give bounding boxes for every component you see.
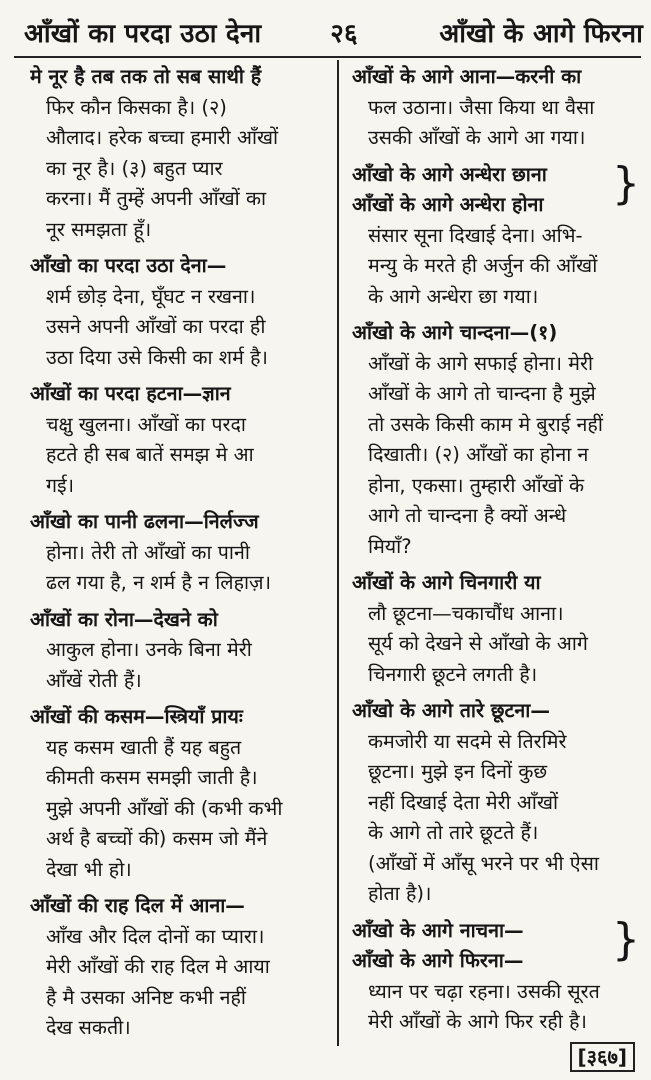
entry-line: आँख और दिल दोनों का प्यारा। [46,924,265,948]
entry [30,251,328,373]
entry-headword: आँखो के आगे चान्दना—(१) [352,321,558,344]
entry-headword: मे नूर है तब तक तो सब साथी हैं [30,65,262,88]
entry-line: औलाद। हरेक बच्चा हमारी आँखों [46,126,279,149]
entry-line: हटते ही सब बातें समझ मे आ [46,443,254,466]
entry-headword: आँखो का पानी ढलना—निर्लज्ज [30,510,259,533]
entry-line: आगे तो चान्दना है क्यों अन्धे [368,504,567,527]
entry [30,62,328,245]
entry [30,507,328,599]
entry-line: फिर कौन किसका है। (२) [46,95,227,119]
entry-line: होना, एकसा। तुम्हारी आँखों के [368,473,585,497]
entry-line: का नूर है। (३) बहुत प्यार [46,156,223,180]
entry [30,891,328,1044]
entry-line: मेरी आँखों की राह दिल मे आया [46,955,270,978]
brace-mark: } [612,913,640,965]
entry [352,62,640,154]
entry [30,379,328,501]
entry [352,157,640,313]
header-rule [14,56,641,58]
entry-headword: आँखो के आगे अन्धेरा छाना [352,162,547,186]
footer-page-number: [३६७] [570,1042,635,1072]
entry-line: शर्म छोड़ देना, घूँघट न रखना। [46,284,256,308]
entry-line: आँखें रोती हैं। [46,668,142,692]
entry-line: सूर्य को देखने से आँखो के आगे [368,632,588,655]
right-column [352,62,640,1040]
entry-line: नूर समझता हूँ। [46,217,152,241]
header-left-guideword: आँखों का परदा उठा देना [24,19,262,49]
entry-headword: आँखों के आगे चिनगारी या [352,571,541,594]
entry [352,696,640,910]
entry-line: होना। तेरी तो आँखों का पानी [46,540,250,564]
entry-line: यह कसम खाती हैं यह बहुत [46,735,242,759]
entry-line: आकुल होना। उनके बिना मेरी [46,638,252,661]
entry-headword: आँखो का परदा उठा देना— [30,254,227,277]
entry-line: उठा दिया उसे किसी का शर्म है। [46,345,268,369]
entry-line: दिखाती। (२) आँखों का होना न [368,443,589,466]
entry-line: ध्यान पर चढ़ा रहना। उसकी सूरत [368,979,600,1003]
entry-line: चक्षु खुलना। आँखों का परदा [46,412,246,436]
header-page-number: २६ [330,19,358,49]
entry-line: नहीं दिखाई देता मेरी आँखों [368,790,559,814]
entry-headword: आँखो के आगे नाचना— [352,918,524,942]
column-divider [337,60,339,1046]
left-column [30,62,328,1040]
entry [352,318,640,562]
entry-line: फल उठाना। जैसा किया था वैसा [368,95,595,119]
entry-line: गई। [46,473,75,497]
brace-mark: } [612,157,640,209]
entry-line: आँखों के आगे अन्धेरा होना [352,193,544,216]
entry-line: चिनगारी छूटने लगती है। [368,662,538,686]
entry-line: संसार सूना दिखाई देना। अभि- [368,223,583,247]
entry-line: ढल गया है, न शर्म है न लिहाज़। [46,571,272,594]
entry-line: लौ छूटना—चकाचौंध आना। [368,601,564,625]
entry-line: देख सकती। [46,1016,131,1039]
entry-line: है मै उसका अनिष्ट कभी नहीं [46,985,246,1009]
entry-line: उसने अपनी आँखों का परदा ही [46,315,266,338]
entry [30,702,328,885]
entry-line: आँखो के आगे फिरना— [352,949,524,972]
entry-line: उसकी आँखों के आगे आ गया। [368,126,586,149]
entry [352,913,640,1038]
entry-line: होता है)। [368,882,432,905]
entry-headword: आँखों के आगे आना—करनी का [352,65,582,88]
entry-line: मन्यु के मरते ही अर्जुन की आँखों [368,254,598,277]
entry-headword: आँखों का रोना—देखने को [30,607,218,631]
page-header [24,12,643,52]
entry-line: छूटना। मुझे इन दिनों कुछ [368,760,548,783]
entry-line: देखा भी हो। [46,857,132,881]
entry-headword: आँखों की कसम—स्त्रियाँ प्रायः [30,705,243,728]
entry-line: आँखों के आगे सफाई होना। मेरी [368,351,594,375]
entry-line: के आगे अन्धेरा छा गया। [368,284,539,308]
entry-line: आँखों के आगे तो चान्दना है मुझे [368,382,596,405]
entry-line: (आँखों में आँसू भरने पर भी ऐसा [368,851,599,875]
header-right-guideword: आँखो के आगे फिरना [439,19,643,49]
entry-headword: आँखों की राह दिल में आना— [30,894,245,917]
entry-line: तो उसके किसी काम मे बुराई नहीं [368,412,603,436]
entry [352,568,640,690]
entry-line: मेरी आँखों के आगे फिर रही है। [368,1010,587,1033]
entry-line: कीमती कसम समझी जाती है। [46,766,258,789]
entry-headword: आँखो के आगे तारे छूटना— [352,699,550,722]
entry-line: के आगे तो तारे छूटते हैं। [368,821,539,844]
entry-line: अर्थ है बच्चों की) कसम जो मैंने [46,827,268,850]
entry-headword: आँखों का परदा हटना—ज्ञान [30,382,231,405]
entry-line: कमजोरी या सदमे से तिरमिरे [368,729,567,753]
entry-line: करना। मैं तुम्हें अपनी आँखों का [46,187,267,210]
entry [30,605,328,697]
entry-line: मुझे अपनी आँखों की (कभी कभी [46,796,283,820]
entry-line: मियाँ? [368,534,412,558]
